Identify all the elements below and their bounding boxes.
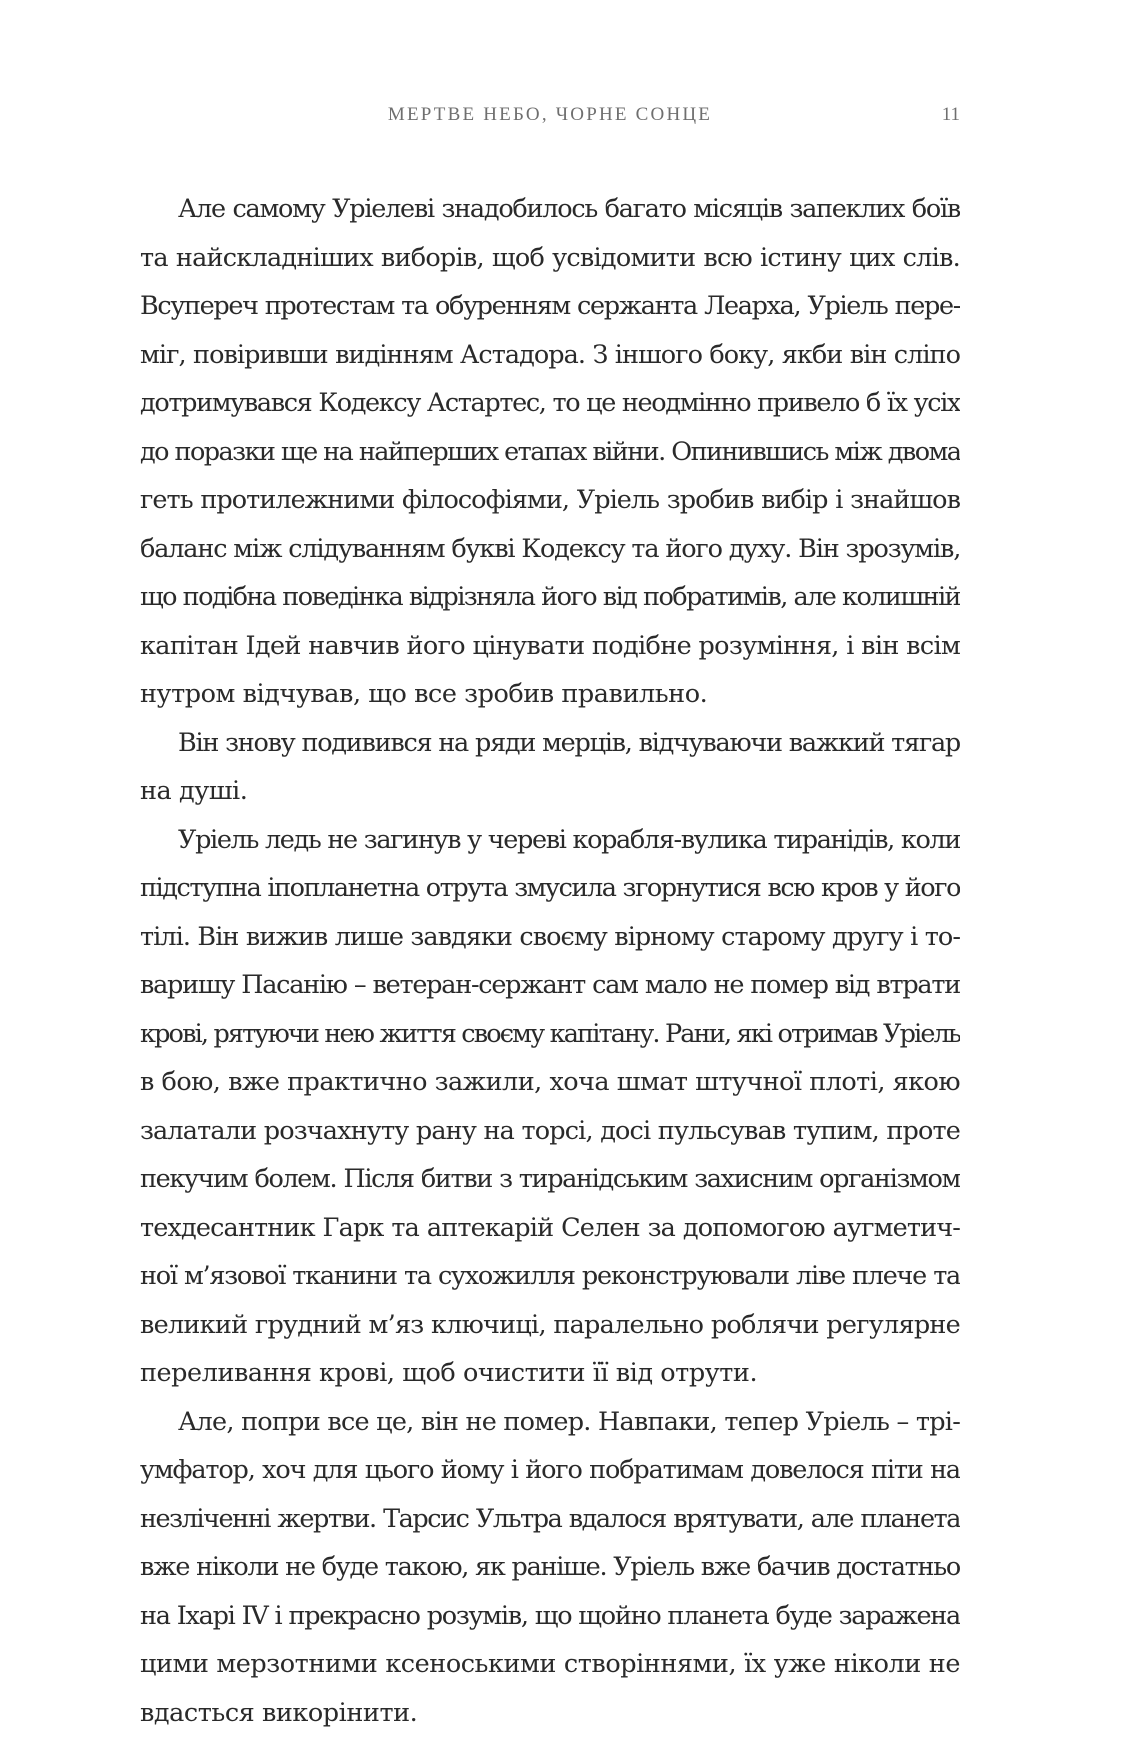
- running-title: МЕРТВЕ НЕБО, ЧОРНЕ СОНЦЕ: [140, 104, 960, 126]
- text-line: нутром відчував, що все зробив правильно.: [140, 670, 960, 719]
- page-number: 11: [942, 104, 960, 126]
- text-line: геть протилежними філософіями, Уріель зробив вибір і знайшов: [140, 476, 960, 525]
- running-head: [140, 104, 960, 134]
- text-line: вже ніколи не буде такою, як раніше. Уріель вже бачив достатньо: [140, 1543, 960, 1592]
- text-line: вдасться викорінити.: [140, 1689, 960, 1737]
- text-line: крові, рятуючи нею життя своєму капітану. Рани, які отримав Уріель: [140, 1010, 960, 1059]
- text-line: ної м’язової тканини та сухожилля реконструювали ліве плече та: [140, 1252, 960, 1301]
- text-line: та найскладніших виборів, щоб усвідомити всю істину цих слів.: [140, 234, 960, 283]
- text-line: Але, попри все це, він не помер. Навпаки, тепер Уріель – трі-: [140, 1398, 960, 1447]
- text-line: підступна іпопланетна отрута змусила згорнутися всю кров у його: [140, 864, 960, 913]
- text-line: переливання крові, щоб очистити її від отрути.: [140, 1349, 960, 1398]
- text-line: в бою, вже практично зажили, хоча шмат штучної плоті, якою: [140, 1058, 960, 1107]
- text-line: цими мерзотними ксеноськими створіннями, їх уже ніколи не: [140, 1640, 960, 1689]
- text-line: дотримувався Кодексу Астартес, то це неодмінно привело б їх усіх: [140, 379, 960, 428]
- text-line: незліченні жертви. Тарсис Ультра вдалося врятувати, але планета: [140, 1495, 960, 1544]
- text-line: баланс між слідуванням букві Кодексу та його духу. Він зрозумів,: [140, 525, 960, 574]
- text-line: залатали розчахнуту рану на торсі, досі пульсував тупим, проте: [140, 1107, 960, 1156]
- text-line: техдесантник Гарк та аптекарій Селен за допомогою аугметич-: [140, 1204, 960, 1253]
- text-line: до поразки ще на найперших етапах війни. Опинившись між двома: [140, 428, 960, 477]
- text-line: Він знову подивився на ряди мерців, відчуваючи важкий тягар: [140, 719, 960, 768]
- text-line: капітан Ідей навчив його цінувати подібне розуміння, і він всім: [140, 622, 960, 671]
- text-line: великий грудний м’яз ключиці, паралельно роблячи регулярне: [140, 1301, 960, 1350]
- text-line: що подібна поведінка відрізняла його від побратимів, але колишній: [140, 573, 960, 622]
- body-text: [140, 185, 960, 1737]
- text-line: Всупереч протестам та обуренням сержанта Леарха, Уріель пере-: [140, 282, 960, 331]
- text-line: тілі. Він вижив лише завдяки своєму вірному старому другу і то-: [140, 913, 960, 962]
- text-line: міг, повіривши видінням Астадора. З іншого боку, якби він сліпо: [140, 331, 960, 380]
- text-line: на душі.: [140, 767, 960, 816]
- text-line: Але самому Уріелеві знадобилось багато місяців запеклих боїв: [140, 185, 960, 234]
- text-line: Уріель ледь не загинув у череві корабля-вулика тиранідів, коли: [140, 816, 960, 865]
- text-line: пекучим болем. Після битви з тиранідським захисним організмом: [140, 1155, 960, 1204]
- text-line: варишу Пасанію – ветеран-сержант сам мало не помер від втрати: [140, 961, 960, 1010]
- text-line: на Іхарі IV і прекрасно розумів, що щойно планета буде заражена: [140, 1592, 960, 1641]
- text-line: умфатор, хоч для цього йому і його побратимам довелося піти на: [140, 1446, 960, 1495]
